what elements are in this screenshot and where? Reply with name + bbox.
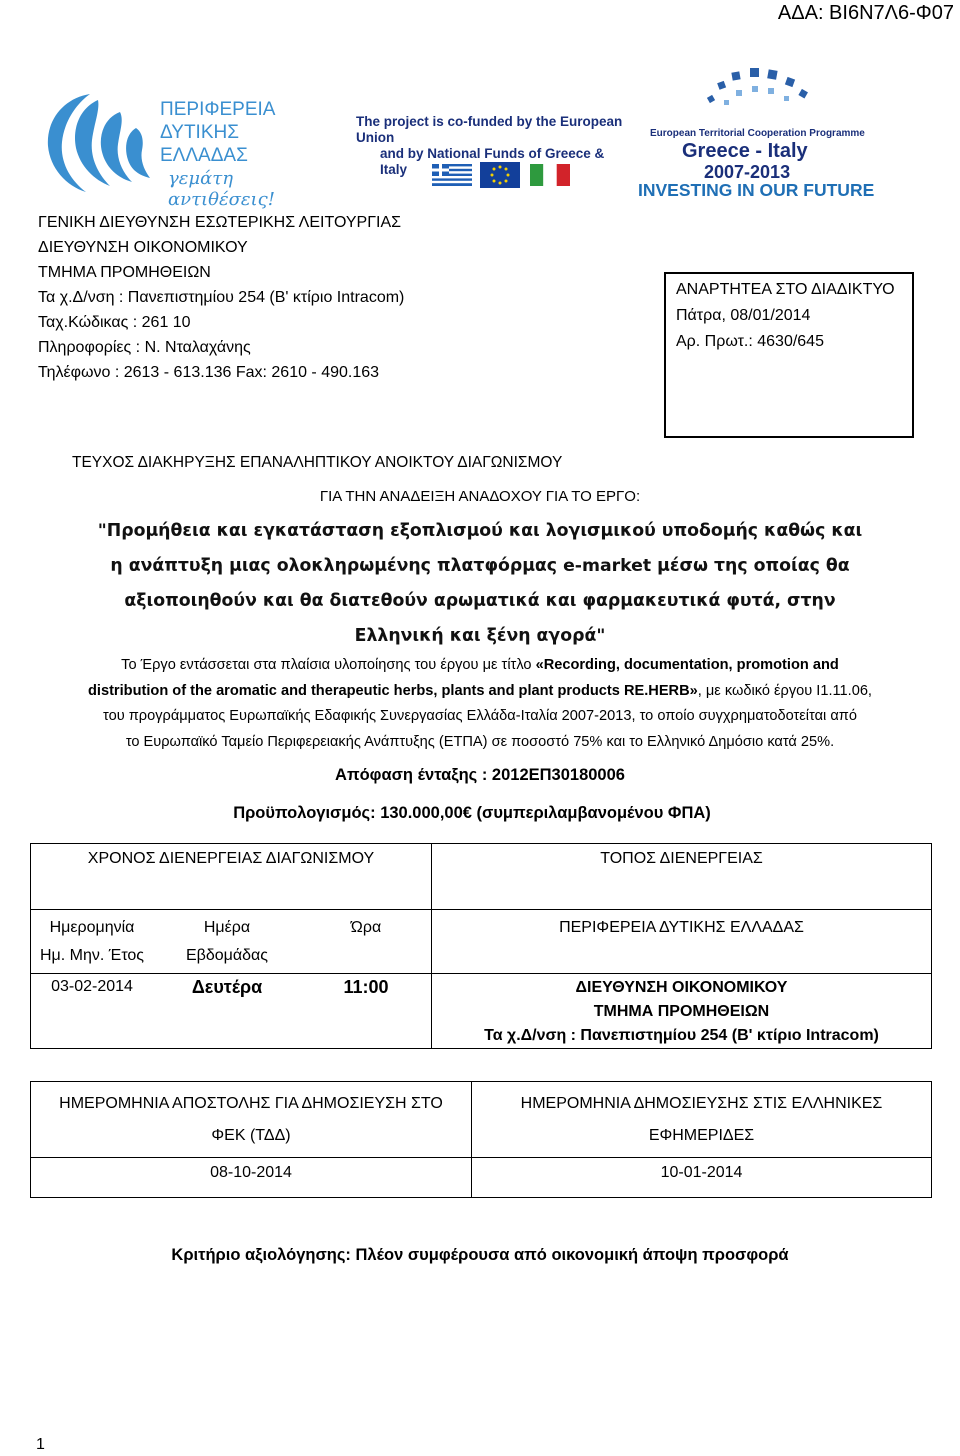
publication-dates-table xyxy=(30,1081,932,1198)
tender-time: 11:00 xyxy=(301,974,432,1049)
budget-label: Προϋπολογισμός: xyxy=(233,804,376,822)
region-logo-line3: ΕΛΛΑΔΑΣ xyxy=(160,145,248,166)
tender-schedule-table xyxy=(30,843,932,1049)
sender-block xyxy=(38,210,404,385)
gi-slogan: INVESTING IN OUR FUTURE xyxy=(638,180,875,200)
tender-day: Δευτέρα xyxy=(153,974,301,1049)
greece-flag-icon xyxy=(432,164,472,186)
sender-line: Τα χ.Δ/νση : Πανεπιστημίου 254 (Β' κτίριο Intracom) xyxy=(38,289,405,306)
newspaper-date-value: 10-01-2014 xyxy=(472,1158,932,1198)
greece-italy-logo xyxy=(638,60,875,200)
gi-years: 2007-2013 xyxy=(704,162,791,182)
sender-line: Πληροφορίες : Ν. Νταλαχάνης xyxy=(38,339,251,356)
project-title-line: αξιοποιηθούν και θα διατεθούν αρωματικά και φαρμακευτικά φυτά, στην xyxy=(124,591,836,611)
para-text: Το Έργο εντάσσεται στα πλαίσια υλοποίησης του έργου με τίτλο xyxy=(121,657,536,673)
tender-date: 03-02-2014 xyxy=(31,974,154,1049)
para-text: το Ευρωπαϊκό Ταμείο Περιφερειακής Ανάπτυξης (ΕΤΠΑ) σε ποσοστό 75% και το Ελληνικό Δημόσιο κατά 25%. xyxy=(125,733,835,750)
project-title-line: "Προμήθεια και εγκατάσταση εξοπλισμού και λογισμικού υποδομής καθώς και xyxy=(97,521,863,541)
region-logo xyxy=(36,88,334,210)
publication-box xyxy=(664,272,914,438)
eu-cofunding-logo xyxy=(356,114,632,190)
project-title-line: Ελληνική και ξένη αγορά" xyxy=(354,626,606,646)
eu-text-2: and by National Funds of Greece & Italy xyxy=(380,146,605,177)
region-slogan: γεμάτη αντιθέσεις! xyxy=(168,168,275,210)
heading-contractor: ΓΙΑ ΤΗΝ ΑΝΑΔΕΙΞΗ ΑΝΑΔΟΧΟΥ ΓΙΑ ΤΟ ΕΡΓΟ: xyxy=(319,488,641,505)
para-bold: «Recording, documentation, promotion and xyxy=(535,657,839,673)
para-text: του προγράμματος Ευρωπαϊκής Εδαφικής Συνεργασίας Ελλάδα-Ιταλία 2007-2013, το οποίο συγχρηματοδοτείται από xyxy=(103,708,857,724)
italy-flag-icon xyxy=(530,164,570,186)
sender-line: Τηλέφωνο : 2613 - 613.136 Fax: 2610 - 490.163 xyxy=(38,364,380,381)
gi-name: Greece - Italy xyxy=(682,140,808,162)
protocol-number: Αρ. Πρωτ.: 4630/645 xyxy=(676,333,824,350)
col-date-header: Ημερομηνία Ημ. Μην. Έτος xyxy=(31,910,154,974)
newspaper-date-header: ΗΜΕΡΟΜΗΝΙΑ ΔΗΜΟΣΙΕΥΣΗΣ ΣΤΙΣ ΕΛΛΗΝΙΚΕΣ ΕΦΗΜΕΡΙΔΕΣ xyxy=(472,1082,932,1158)
para-bold: distribution of the aromatic and therapeutic herbs, plants and plant products xyxy=(87,682,620,699)
publication-date: Πάτρα, 08/01/2014 xyxy=(676,307,811,324)
program-emblem-icon xyxy=(706,60,816,130)
sender-line: ΤΜΗΜΑ ΠΡΟΜΗΘΕΙΩΝ xyxy=(38,264,211,281)
eu-text-1: The project is co-funded by the European Union xyxy=(356,114,623,145)
table-header-time: ΧΡΟΝΟΣ ΔΙΕΝΕΡΓΕΙΑΣ ΔΙΑΓΩΝΙΣΜΟΥ xyxy=(31,844,432,910)
project-title-line: η ανάπτυξη μιας ολοκληρωμένης πλατφόρμας e-market μέσω της οποίας θα xyxy=(110,556,850,576)
heading-tender: ΤΕΥΧΟΣ ΔΙΑΚΗΡΥΞΗΣ ΕΠΑΝΑΛΗΠΤΙΚΟΥ ΑΝΟΙΚΤΟΥ ΔΙΑΓΩΝΙΣΜΟΥ xyxy=(72,454,563,471)
ada-code: ΑΔΑ: ΒΙ6Ν7Λ6-Φ07 xyxy=(777,2,954,24)
table-header-place: ΤΟΠΟΣ ΔΙΕΝΕΡΓΕΙΑΣ xyxy=(432,844,932,910)
page-number: 1 xyxy=(36,1436,45,1453)
publication-title: ΑΝΑΡΤΗΤΕΑ ΣΤΟ ΔΙΑΔΙΚΤΥΟ xyxy=(676,281,895,298)
sender-line: ΔΙΕΥΘΥΝΣΗ ΟΙΚΟΝΟΜΙΚΟΥ xyxy=(38,239,248,256)
budget-value: 130.000,00€ (συμπεριλαμβανομένου ΦΠΑ) xyxy=(375,804,711,822)
sender-line: ΓΕΝΙΚΗ ΔΙΕΥΘΥΝΣΗ ΕΣΩΤΕΡΙΚΗΣ ΛΕΙΤΟΥΡΓΙΑΣ xyxy=(38,214,402,231)
project-title xyxy=(0,514,960,654)
para-text: , με κωδικό έργου I1.11.06, xyxy=(697,682,872,699)
place-region: ΠΕΡΙΦΕΡΕΙΑ ΔΥΤΙΚΗΣ ΕΛΛΑΔΑΣ xyxy=(432,910,932,974)
region-logo-line1: ΠΕΡΙΦΕΡΕΙΑ xyxy=(160,99,276,120)
evaluation-criterion: Κριτήριο αξιολόγησης: Πλέον συμφέρουσα από οικονομική άποψη προσφορά xyxy=(171,1246,789,1264)
project-paragraph xyxy=(30,653,930,755)
fek-date-value: 08-10-2014 xyxy=(31,1158,472,1198)
col-day-header: Ημέρα Εβδομάδας xyxy=(153,910,301,974)
fek-date-header: ΗΜΕΡΟΜΗΝΙΑ ΑΠΟΣΤΟΛΗΣ ΓΙΑ ΔΗΜΟΣΙΕΥΣΗ ΣΤΟ ΦΕΚ (ΤΔΔ) xyxy=(31,1082,472,1158)
sender-line: Ταχ.Κώδικας : 261 10 xyxy=(38,314,191,331)
etc-programme-text: European Territorial Cooperation Programme xyxy=(650,128,865,139)
region-logo-line2: ΔΥΤΙΚΗΣ xyxy=(160,122,239,143)
col-time-header: Ώρα xyxy=(301,910,432,974)
budget-line xyxy=(0,804,944,823)
tender-place: ΔΙΕΥΘΥΝΣΗ ΟΙΚΟΝΟΜΙΚΟΥ ΤΜΗΜΑ ΠΡΟΜΗΘΕΙΩΝ Τα χ.Δ/νση : Πανεπιστημίου 254 (Β' κτίριο Intracom) xyxy=(432,974,932,1049)
para-bold: RE.HERB» xyxy=(619,682,698,699)
eu-flag-icon xyxy=(480,162,520,188)
inclusion-decision: Απόφαση ένταξης : 2012ΕΠ30180006 xyxy=(335,766,625,784)
